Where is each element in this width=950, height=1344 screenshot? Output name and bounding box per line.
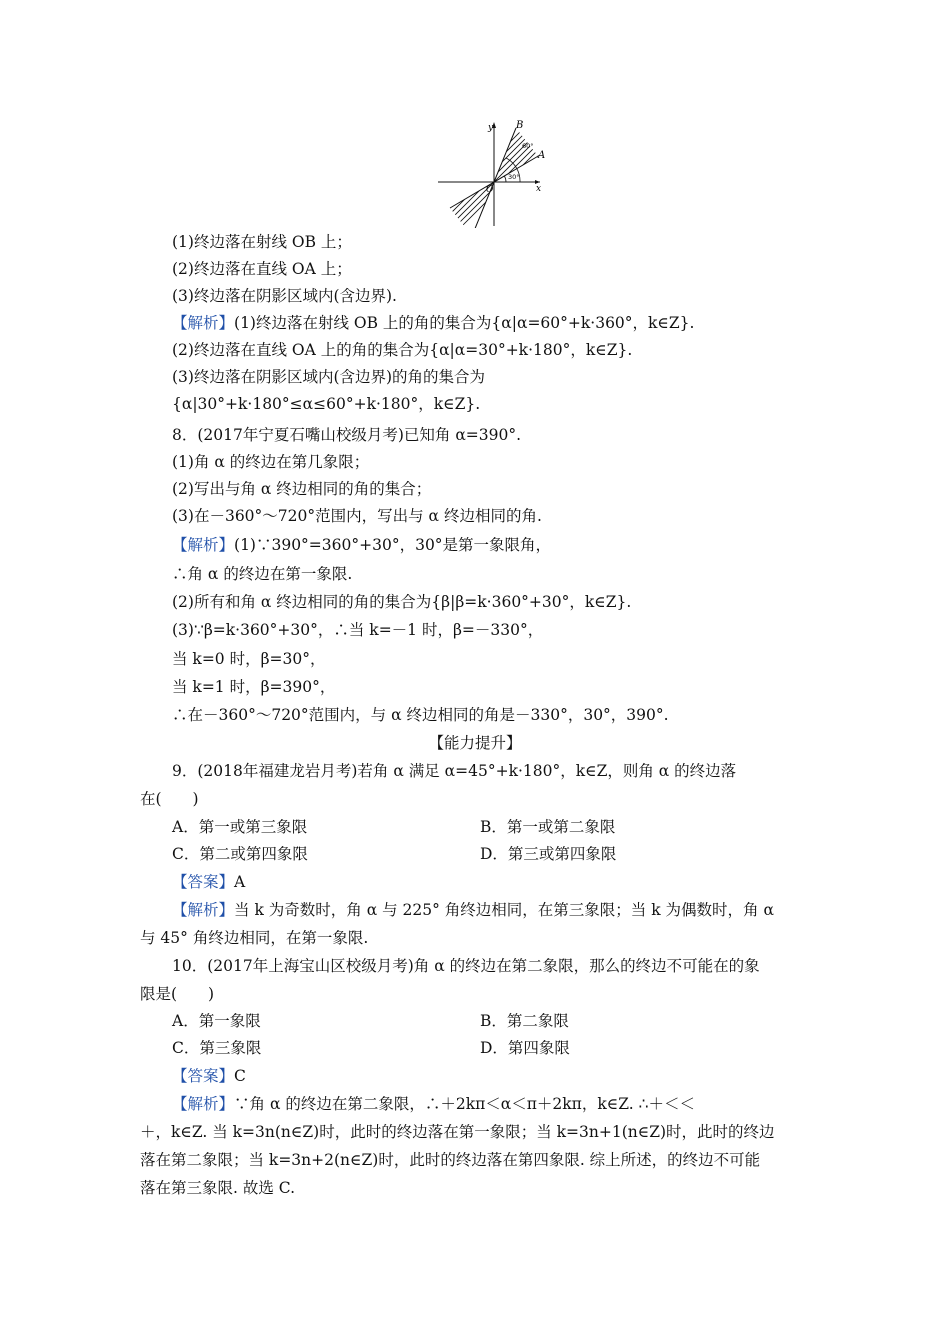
q8-analysis-line-7: ∴在－360°～720°范围内，与 α 终边相同的角是－330°，30°，390°. <box>172 706 669 724</box>
q9-option-c: C．第二或第四象限 <box>172 845 308 863</box>
q10-analysis-line-1 <box>172 1094 695 1114</box>
q7-analysis-line-3: (3)终边落在阴影区域内(含边界)的角的集合为 <box>172 368 486 386</box>
q8-analysis-line-4: (3)∵β=k·360°+30°，∴当 k=－1 时，β=－330°， <box>172 621 544 639</box>
q10-option-a: A．第一象限 <box>172 1012 261 1030</box>
q10-answer-tag: 【答案】 <box>172 1067 235 1085</box>
q10-option-d: D．第四象限 <box>480 1039 570 1057</box>
q7-item-2: (2)终边落在直线 OA 上； <box>172 260 352 278</box>
q10-analysis-line-4: 落在第三象限. 故选 C. <box>140 1179 296 1197</box>
q7-analysis-line-4: {α|30°+k·180°≤α≤60°+k·180°，k∈Z}. <box>172 395 481 413</box>
q10-option-c: C．第三象限 <box>172 1039 262 1057</box>
q8-stem: 8．(2017年宁夏石嘴山校级月考)已知角 α=390°. <box>172 426 522 444</box>
q9-analysis-text-1: 当 k 为奇数时，角 α 与 225° 角终边相同，在第三象限；当 k 为偶数时，角 α <box>234 901 774 919</box>
q8-item-3: (3)在－360°～720°范围内，写出与 α 终边相同的角. <box>172 507 542 525</box>
q9-analysis-line-1 <box>172 900 774 920</box>
q7-item-3: (3)终边落在阴影区域内(含边界). <box>172 287 397 305</box>
q10-analysis-text-1: ∵角 α 的终边在第二象限，∴＋2kπ＜α＜π＋2kπ，k∈Z. ∴＋＜＜ <box>234 1095 695 1113</box>
q8-analysis-tag: 【解析】 <box>172 536 235 554</box>
label-a: A <box>538 150 546 161</box>
q10-answer <box>172 1066 246 1086</box>
q8-analysis-line-6: 当 k=1 时，β=390°， <box>172 678 336 696</box>
q8-analysis-line-1 <box>172 535 551 555</box>
q10-analysis-line-2: ＋，k∈Z. 当 k=3n(n∈Z)时，此时的终边落在第一象限；当 k=3n+1(n∈Z)时，此时的终边 <box>140 1123 775 1141</box>
label-60deg: 60° <box>522 142 534 150</box>
q10-stem-line-1: 10．(2017年上海宝山区校级月考)角 α 的终边在第二象限，那么的终边不可能在的象 <box>172 957 760 975</box>
q9-option-a: A．第一或第三象限 <box>172 818 308 836</box>
q7-analysis-line-2: (2)终边落在直线 OA 上的角的集合为{α|α=30°+k·180°，k∈Z}. <box>172 341 633 359</box>
q7-item-1: (1)终边落在射线 OB 上； <box>172 233 352 251</box>
q9-answer <box>172 872 245 892</box>
q8-analysis-line-3: (2)所有和角 α 终边相同的角的集合为{β|β=k·360°+30°，k∈Z}. <box>172 593 632 611</box>
q9-stem-line-2: 在( ) <box>140 790 199 808</box>
q9-answer-value: A <box>234 873 246 891</box>
q10-answer-value: C <box>234 1067 246 1085</box>
label-b: B <box>516 120 524 131</box>
q9-answer-tag: 【答案】 <box>172 873 235 891</box>
label-y: y <box>488 123 494 133</box>
q9-option-d: D．第三或第四象限 <box>480 845 617 863</box>
q8-analysis-line-2: ∴角 α 的终边在第一象限. <box>172 565 353 583</box>
q7-analysis-line-1 <box>172 313 694 333</box>
q9-stem-line-1: 9．(2018年福建龙岩月考)若角 α 满足 α=45°+k·180°，k∈Z，则角 α 的终边落 <box>172 762 737 780</box>
q8-item-1: (1)角 α 的终边在第几象限； <box>172 453 370 471</box>
q7-analysis-text-1: (1)终边落在射线 OB 上的角的集合为{α|α=60°+k·360°，k∈Z}. <box>234 314 695 332</box>
q9-option-b: B．第一或第二象限 <box>480 818 616 836</box>
q10-analysis-tag: 【解析】 <box>172 1095 235 1113</box>
q9-analysis-line-2: 与 45° 角终边相同，在第一象限. <box>140 929 369 947</box>
q10-stem-line-2: 限是( ) <box>140 985 215 1003</box>
label-o: O <box>486 185 494 195</box>
q8-analysis-text-1: (1)∵390°=360°+30°，30°是第一象限角， <box>234 536 552 554</box>
q8-item-2: (2)写出与角 α 终边相同的角的集合； <box>172 480 432 498</box>
label-x: x <box>536 184 542 194</box>
section-title: 【能力提升】 <box>428 734 522 752</box>
q9-analysis-tag: 【解析】 <box>172 901 235 919</box>
label-30deg: 30° <box>508 173 520 181</box>
q8-analysis-line-5: 当 k=0 时，β=30°， <box>172 650 326 668</box>
angle-figure <box>436 118 556 228</box>
q10-analysis-line-3: 落在第二象限；当 k=3n+2(n∈Z)时，此时的终边落在第四象限. 综上所述，的终边不可能 <box>140 1151 761 1169</box>
q10-option-b: B．第二象限 <box>480 1012 569 1030</box>
q7-analysis-tag: 【解析】 <box>172 314 235 332</box>
